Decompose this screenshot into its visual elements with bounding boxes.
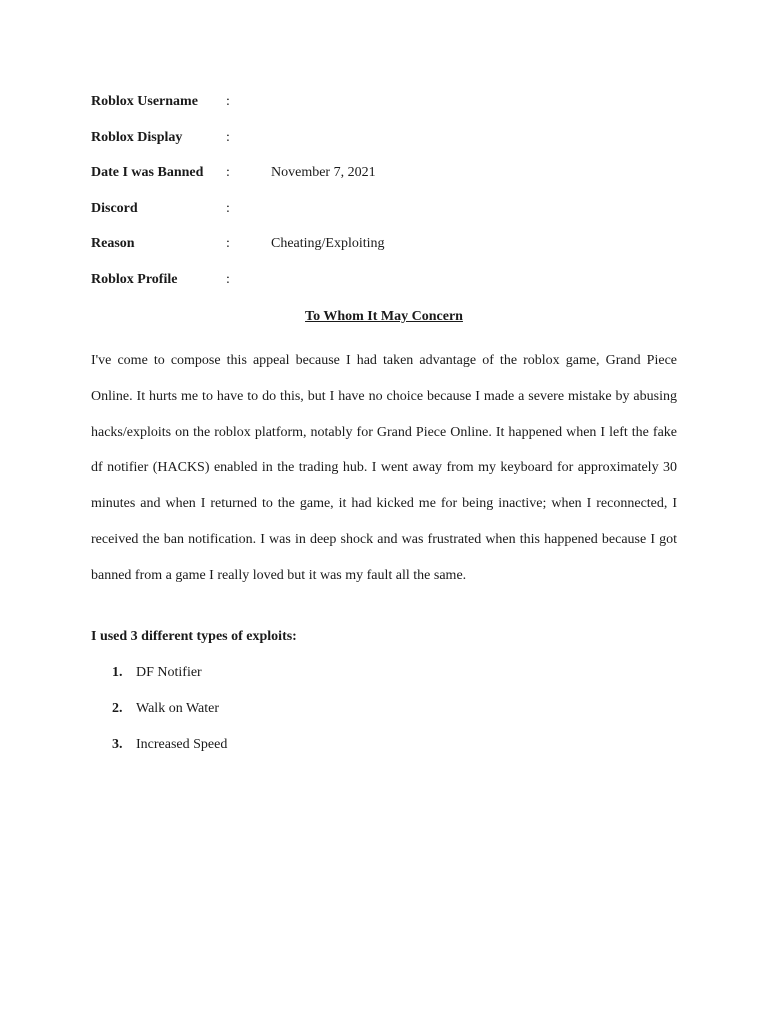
field-roblox-profile bbox=[91, 270, 691, 306]
list-text: Increased Speed bbox=[136, 736, 228, 752]
list-item bbox=[91, 735, 591, 771]
list-item bbox=[91, 663, 591, 699]
letter-heading: To Whom It May Concern bbox=[305, 309, 463, 324]
field-label: Date I was Banned bbox=[91, 165, 204, 181]
letter-body: I've come to compose this appeal because I had taken advantage of the roblox game, Grand Piece Online. It hurts me to have to do this, but I have no choice because I made a severe mistake by abusing hacks/exploits on the roblox platform, notably for Grand Piece Online. It happened when I left the fake df notifier (HACKS) enabled in the trading hub. I went away from my keyboard for approximately 30 minutes and when I returned to the game, it had kicked me for being inactive; when I reconnected, I received the ban notification. I was in deep shock and was frustrated when this happened because I got banned from a game I really loved but it was my fault all the same. bbox=[91, 353, 677, 583]
field-colon: : bbox=[226, 94, 230, 109]
list-item bbox=[91, 699, 591, 735]
field-colon: : bbox=[226, 165, 230, 181]
exploit-list-heading: I used 3 different types of exploits: bbox=[91, 629, 297, 644]
field-discord bbox=[91, 199, 691, 235]
field-reason bbox=[91, 234, 691, 270]
field-value: November 7, 2021 bbox=[271, 165, 376, 181]
field-roblox-username bbox=[91, 92, 691, 128]
list-text: Walk on Water bbox=[136, 700, 220, 716]
field-roblox-display bbox=[91, 128, 691, 164]
field-colon: : bbox=[226, 236, 230, 252]
field-label: Roblox Profile bbox=[91, 271, 178, 287]
field-label: Roblox Display bbox=[91, 129, 183, 145]
field-colon: : bbox=[226, 271, 230, 287]
list-number: 1. bbox=[112, 665, 123, 680]
list-number: 3. bbox=[112, 736, 123, 752]
field-label: Reason bbox=[91, 236, 135, 252]
field-label: Roblox Username bbox=[91, 94, 198, 109]
info-fields bbox=[91, 92, 691, 306]
field-colon: : bbox=[226, 129, 230, 145]
field-label: Discord bbox=[91, 200, 138, 216]
field-colon: : bbox=[226, 200, 230, 216]
field-date-banned bbox=[91, 163, 691, 199]
field-value: Cheating/Exploiting bbox=[271, 236, 385, 252]
exploit-list bbox=[91, 663, 591, 770]
list-number: 2. bbox=[112, 700, 123, 716]
list-text: DF Notifier bbox=[136, 665, 202, 680]
